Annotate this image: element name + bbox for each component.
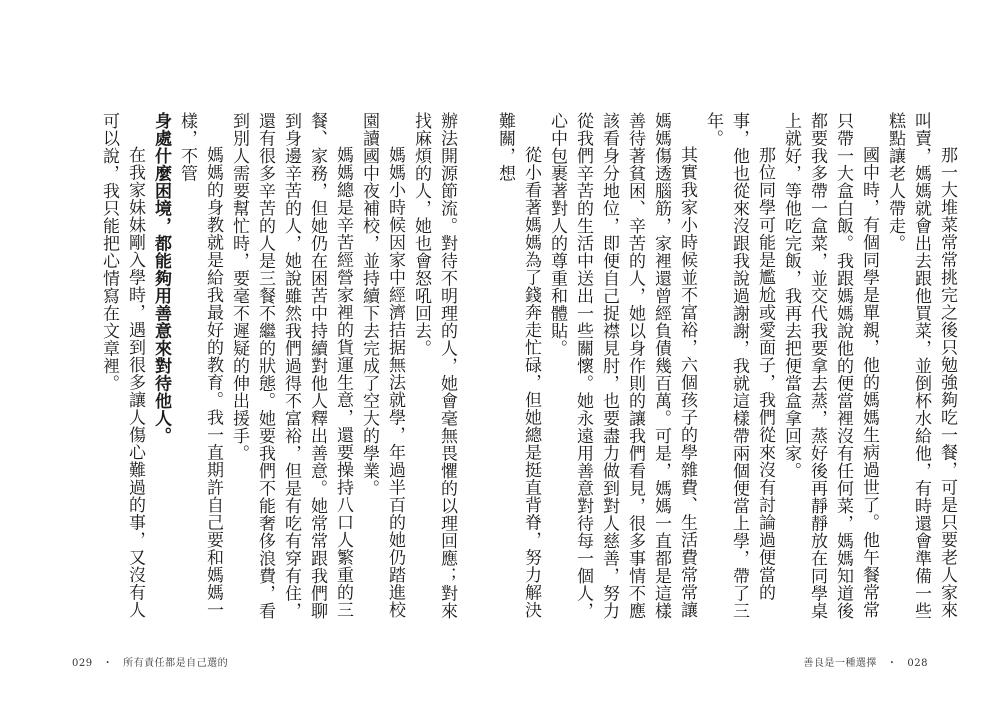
paragraph-emphasis: 身處什麼困境，都能夠用善意來對待他人。	[151, 112, 171, 445]
page-number: 028	[907, 658, 928, 669]
left-page-footer	[72, 654, 228, 669]
running-title: 善良是一種選擇	[803, 658, 877, 669]
paragraph: 媽媽小時候因家中經濟拮据無法就學，年過半百的她仍踏進校園讀國中夜補校，並持續下去完成了空大的學業。	[359, 112, 405, 619]
paragraph: 媽媽的身教就是給我最好的教育。我一直期許自己要和媽媽一樣，不管	[177, 112, 223, 619]
paragraph: 那一大堆菜常常挑完之後只勉強夠吃一餐，可是只要老人家來叫賣，媽媽就會出去跟他買菜，並倒杯水給他，有時還會準備一些糕點讓老人帶走。	[885, 112, 957, 620]
paragraph: 國中時，有個同學是單親，他的媽媽生病過世了。他午餐常常只帶一大盒白飯。我跟媽媽說他的便當裡沒有任何菜，媽媽知道後都要我多帶一盒菜，並交代我要拿去蒸，蒸好後再靜靜放在同學桌上就好，等他吃完飯，我再去把便當盒拿回家。	[781, 112, 879, 620]
right-page	[495, 0, 1000, 710]
footer-separator: ・	[886, 658, 898, 669]
paragraph: 媽媽總是辛苦經營家裡的貨運生意，還要操持八口人繁重的三餐、家務，但她仍在困苦中持續對他人釋出善意。她常常跟我們聊到身邊辛苦的人，她說雖然我們過得不富裕，但是有吃有穿有住，還有很多辛苦的人是三餐不繼的狀態。她要我們不能奢侈浪費，看到別人需要幫忙時，要毫不遲疑的伸出援手。	[229, 112, 353, 620]
right-page-footer	[803, 654, 928, 669]
right-page-body	[495, 112, 960, 632]
paragraph: 辦法開源節流。對待不明理的人，她會毫無畏懼的以理回應；對來找麻煩的人，她也會怒吼回去。	[411, 112, 457, 620]
paragraph: 其實我家小時候並不富裕，六個孩子的學雜費、生活費常常讓媽媽傷透腦筋，家裡還曾經負債幾百萬。可是，媽媽一直都是這樣善待著貧困、辛苦的人，她以身作則的讓我們看見，很多事情不應該看身分地位，即便自己捉襟見肘，也要盡力做到對人慈善，努力從我們辛苦的生活中送出一些關懷。她永遠用善意對待每一個人，心中包裹著對人的尊重和體貼。	[547, 112, 697, 620]
paragraph: 從小看著媽媽為了錢奔走忙碌，但她總是挺直背脊，努力解決難關，想	[495, 112, 541, 619]
left-page-body	[80, 112, 460, 632]
running-title: 所有責任都是自己選的	[123, 658, 229, 669]
page-number: 029	[72, 658, 93, 669]
footer-separator: ・	[102, 658, 114, 669]
paragraph: 在我家妹妹剛入學時，遇到很多讓人傷心難過的事，又沒有人可以說，我只能把心情寫在文章裡。	[99, 112, 145, 619]
paragraph: 那位同學可能是尷尬或愛面子，我們從來沒有討論過便當的事，他也從來沒跟我說過謝謝，我就這樣帶兩個便當上學，帶了三年。	[703, 112, 775, 620]
